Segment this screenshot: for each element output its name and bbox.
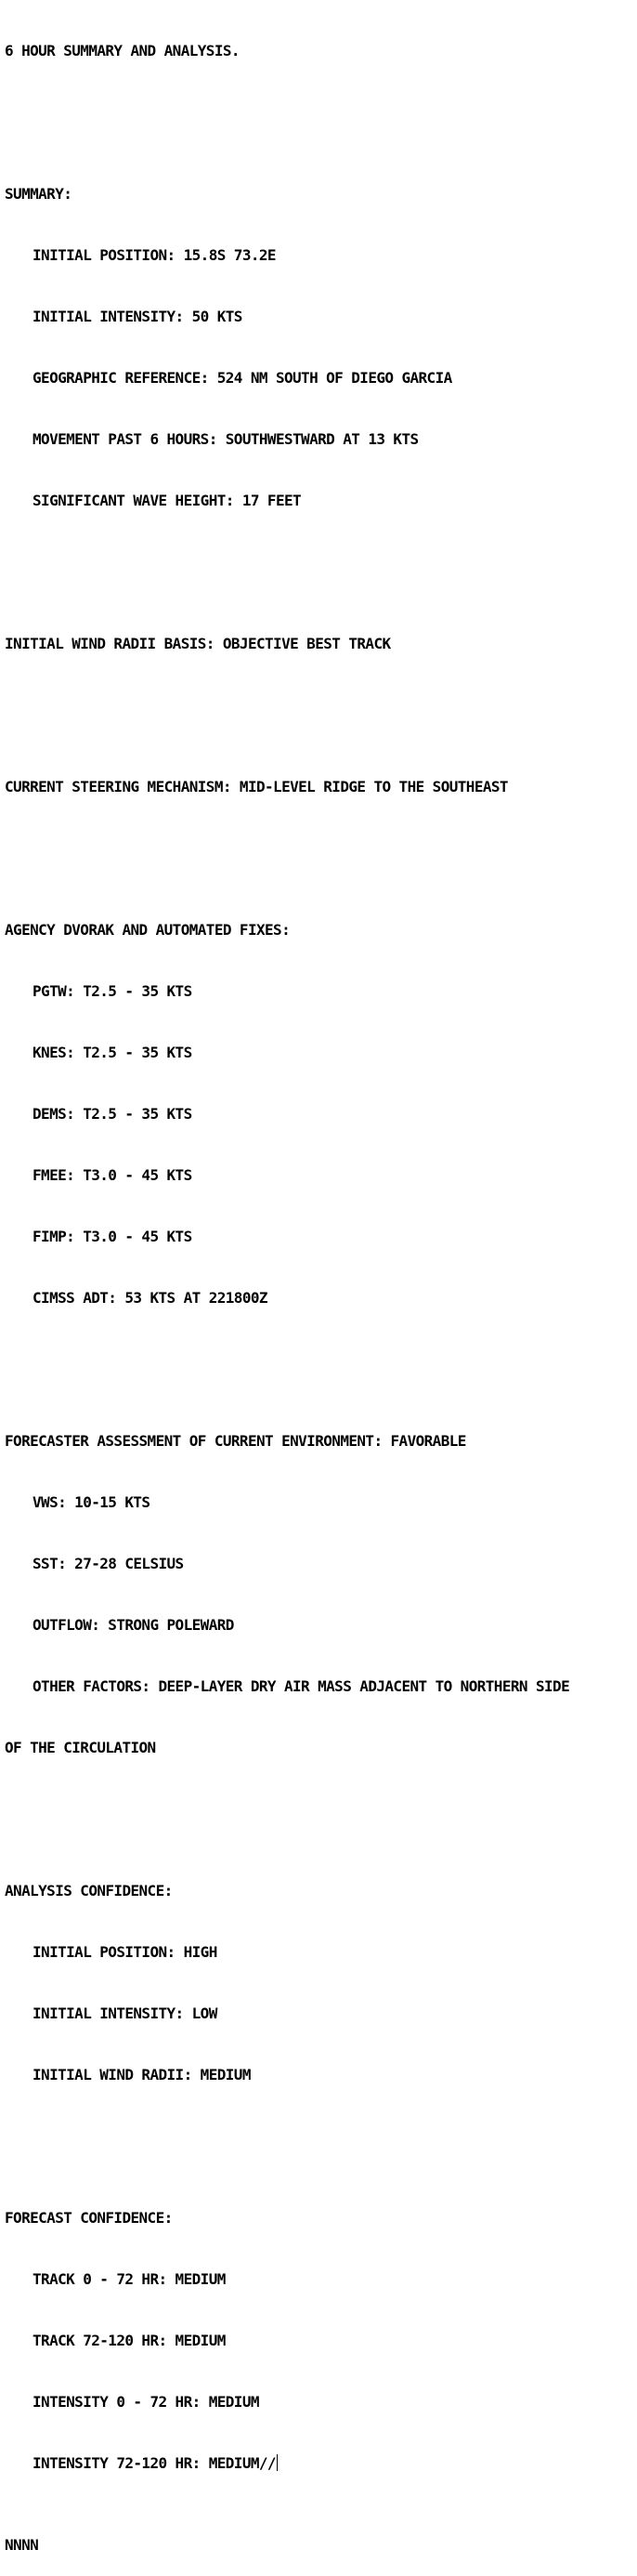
summary-wave-height: SIGNIFICANT WAVE HEIGHT: 17 FEET [32, 492, 302, 509]
analysis-confidence-position: INITIAL POSITION: HIGH [32, 1943, 217, 1961]
blank-line [5, 102, 569, 123]
bulletin-text [5, 0, 569, 2576]
bulletin-footer: NNNN [5, 2536, 39, 2554]
forecast-confidence-intensity-72-120: INTENSITY 72-120 HR: MEDIUM// [32, 2454, 276, 2472]
fix-fimp: FIMP: T3.0 - 45 KTS [32, 1228, 192, 1245]
environment-heading: FORECASTER ASSESSMENT OF CURRENT ENVIRONMENT: FAVORABLE [5, 1432, 466, 1450]
forecast-confidence-heading: FORECAST CONFIDENCE: [5, 2209, 173, 2227]
summary-initial-position: INITIAL POSITION: 15.8S 73.2E [32, 246, 276, 264]
analysis-confidence-intensity: INITIAL INTENSITY: LOW [32, 2004, 217, 2022]
fix-cimss-adt: CIMSS ADT: 53 KTS AT 221800Z [32, 1289, 267, 1307]
blank-line [5, 695, 569, 716]
fix-dems: DEMS: T2.5 - 35 KTS [32, 1105, 192, 1123]
fix-pgtw: PGTW: T2.5 - 35 KTS [32, 982, 192, 1000]
analysis-confidence-heading: ANALYSIS CONFIDENCE: [5, 1882, 173, 1899]
forecast-confidence-track-72-120: TRACK 72-120 HR: MEDIUM [32, 2332, 226, 2349]
blank-line [5, 2126, 569, 2147]
fix-knes: KNES: T2.5 - 35 KTS [32, 1044, 192, 1061]
blank-line [5, 552, 569, 572]
forecast-confidence-track-0-72: TRACK 0 - 72 HR: MEDIUM [32, 2270, 226, 2288]
fix-fmee: FMEE: T3.0 - 45 KTS [32, 1166, 192, 1184]
blank-line [5, 1799, 569, 1820]
summary-initial-intensity: INITIAL INTENSITY: 50 KTS [32, 308, 242, 325]
summary-heading: SUMMARY: [5, 185, 72, 203]
environment-vws: VWS: 10-15 KTS [32, 1493, 150, 1511]
bulletin-title: 6 HOUR SUMMARY AND ANALYSIS. [5, 42, 240, 59]
analysis-confidence-wind-radii: INITIAL WIND RADII: MEDIUM [32, 2066, 251, 2083]
environment-other-factors-continuation: OF THE CIRCULATION [5, 1739, 156, 1756]
wind-radii-basis: INITIAL WIND RADII BASIS: OBJECTIVE BEST TRACK [5, 635, 391, 652]
summary-movement: MOVEMENT PAST 6 HOURS: SOUTHWESTWARD AT 13 KTS [32, 430, 419, 448]
blank-line [5, 1349, 569, 1370]
environment-sst: SST: 27-28 CELSIUS [32, 1555, 184, 1572]
blank-line [5, 838, 569, 859]
environment-other-factors: OTHER FACTORS: DEEP-LAYER DRY AIR MASS ADJACENT TO NORTHERN SIDE [32, 1677, 570, 1695]
forecast-confidence-intensity-0-72: INTENSITY 0 - 72 HR: MEDIUM [32, 2393, 259, 2411]
summary-geographic-reference: GEOGRAPHIC REFERENCE: 524 NM SOUTH OF DIEGO GARCIA [32, 369, 452, 387]
environment-outflow: OUTFLOW: STRONG POLEWARD [32, 1616, 234, 1634]
steering-mechanism: CURRENT STEERING MECHANISM: MID-LEVEL RIDGE TO THE SOUTHEAST [5, 778, 508, 795]
forecast-confidence-intensity-72-120-row [5, 2453, 569, 2474]
text-cursor [277, 2454, 278, 2471]
fixes-heading: AGENCY DVORAK AND AUTOMATED FIXES: [5, 921, 291, 939]
